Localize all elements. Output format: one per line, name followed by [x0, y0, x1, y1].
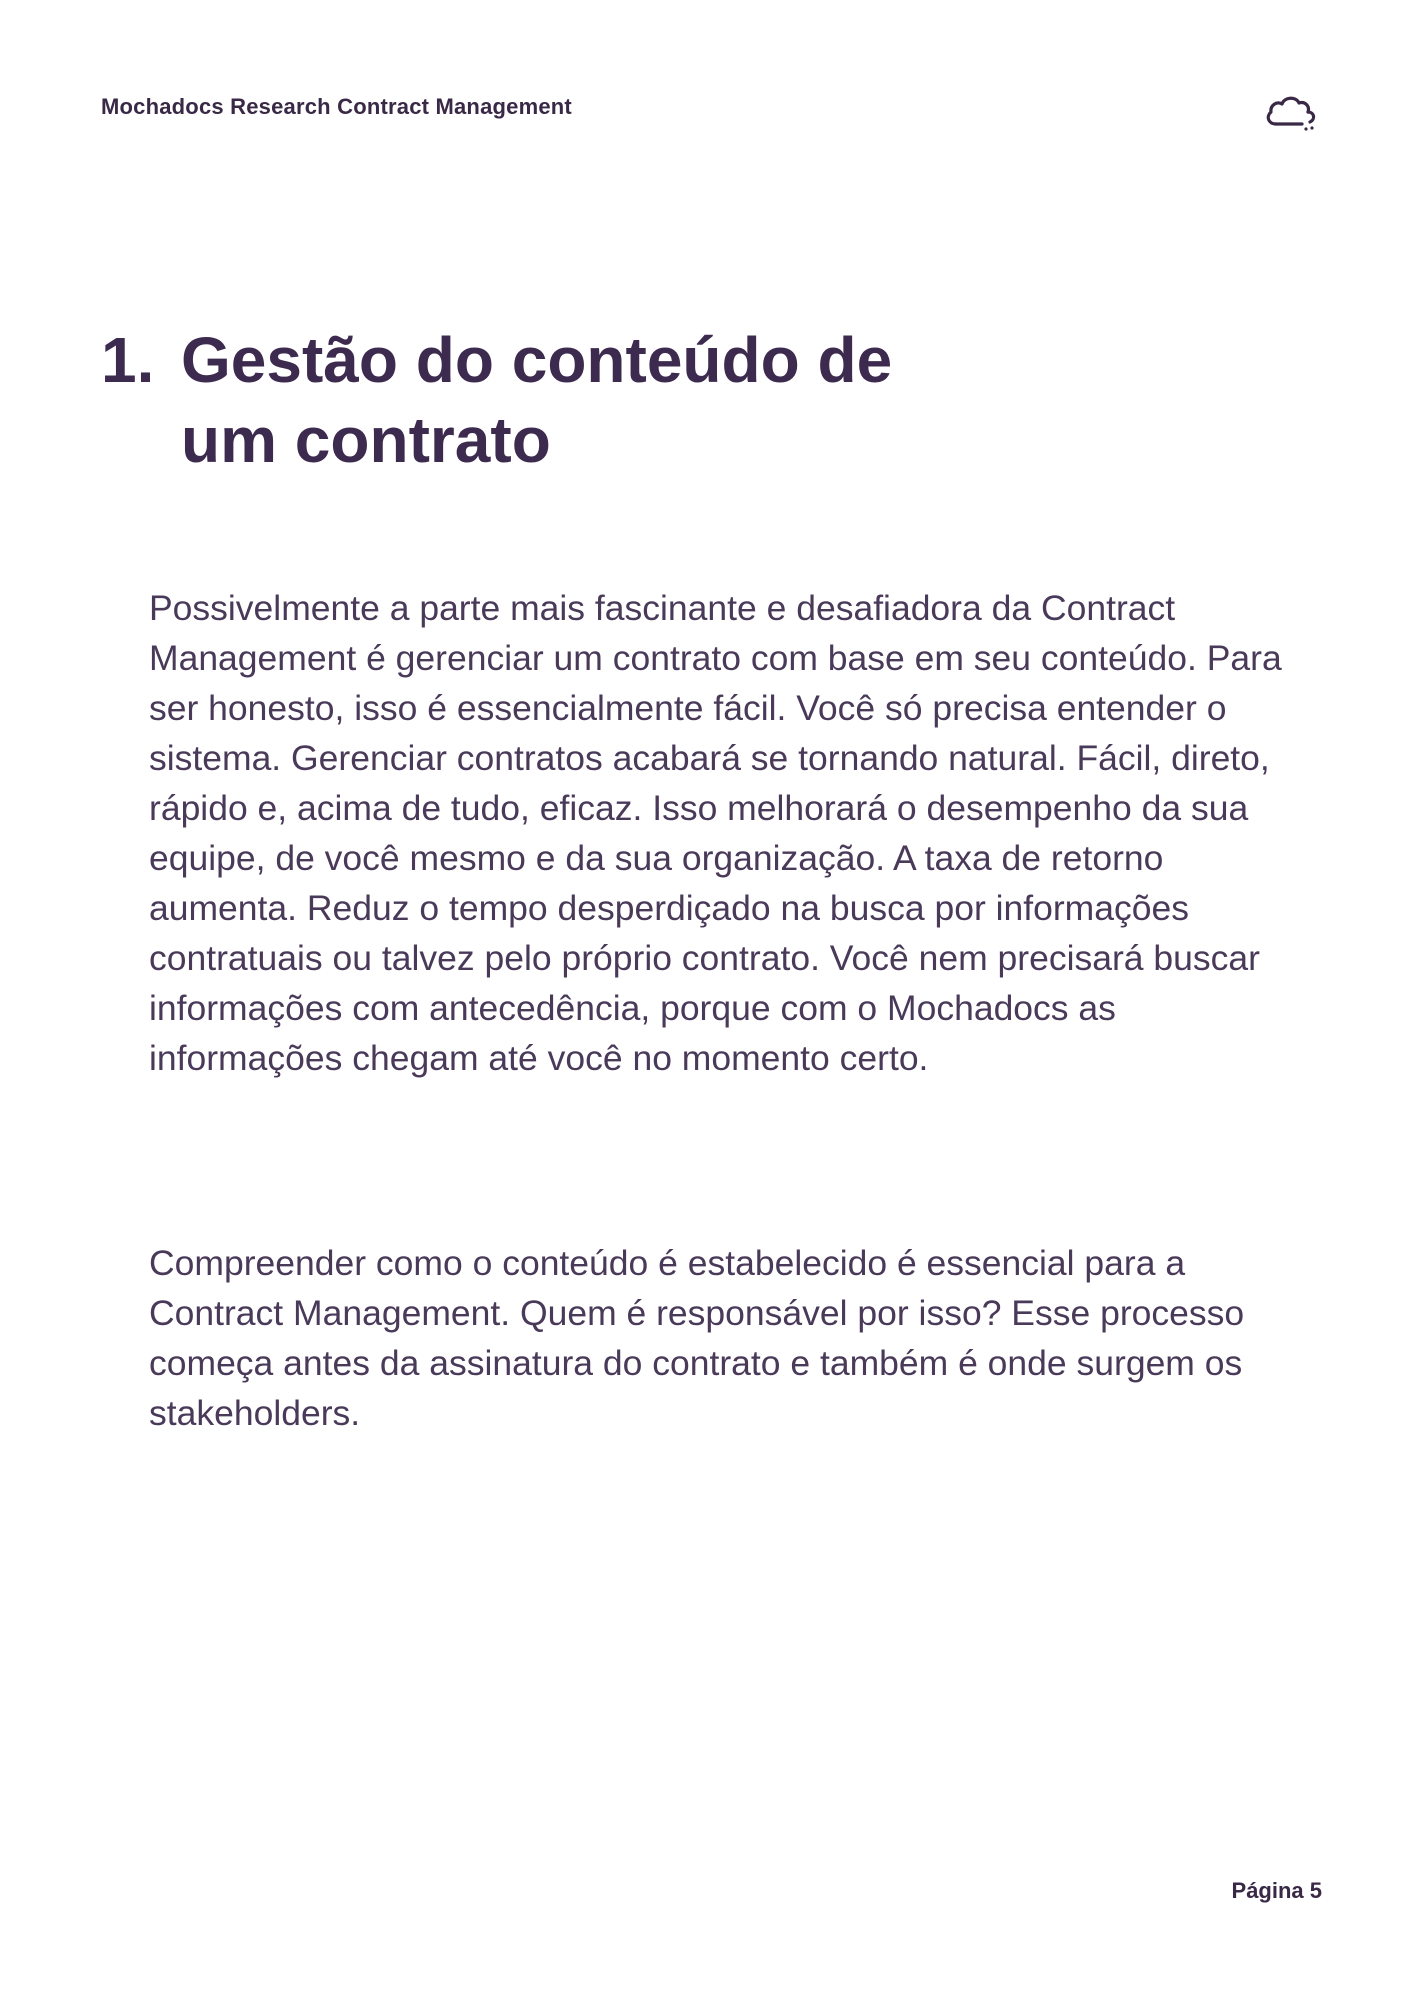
document-header-title: Mochadocs Research Contract Management: [101, 94, 572, 119]
body-paragraph-2: Compreender como o conteúdo é estabelecido é essencial para a Contract Management. Quem é responsável por isso? Esse processo começa antes da assinatura do contrato e também é onde surgem os stakeholders.: [149, 1243, 1245, 1433]
body-paragraph-1: Possivelmente a parte mais fascinante e desafiadora da Contract Management é gerenciar um contrato com base em seu conteúdo. Para ser honesto, isso é essencialmente fácil. Você só precisa entender o sistema. Gerenciar contratos acabará se tornando natural. Fácil, direto, rápido e, acima de tudo, eficaz. Isso melhorará o desempenho da sua equipe, de você mesmo e da sua organização. A taxa de retorno aumenta. Reduz o tempo desperdiçado na busca por informações contratuais ou talvez pelo próprio contrato. Você nem precisará buscar informações com antecedência, porque com o Mochadocs as informações chegam até você no momento certo.: [149, 588, 1282, 1078]
section-title: Gestão do conteúdo de um contrato: [181, 324, 893, 476]
section-number: 1.: [101, 324, 155, 396]
cloud-logo-icon: [1262, 90, 1322, 132]
page-number: Página 5: [1231, 1878, 1322, 1903]
